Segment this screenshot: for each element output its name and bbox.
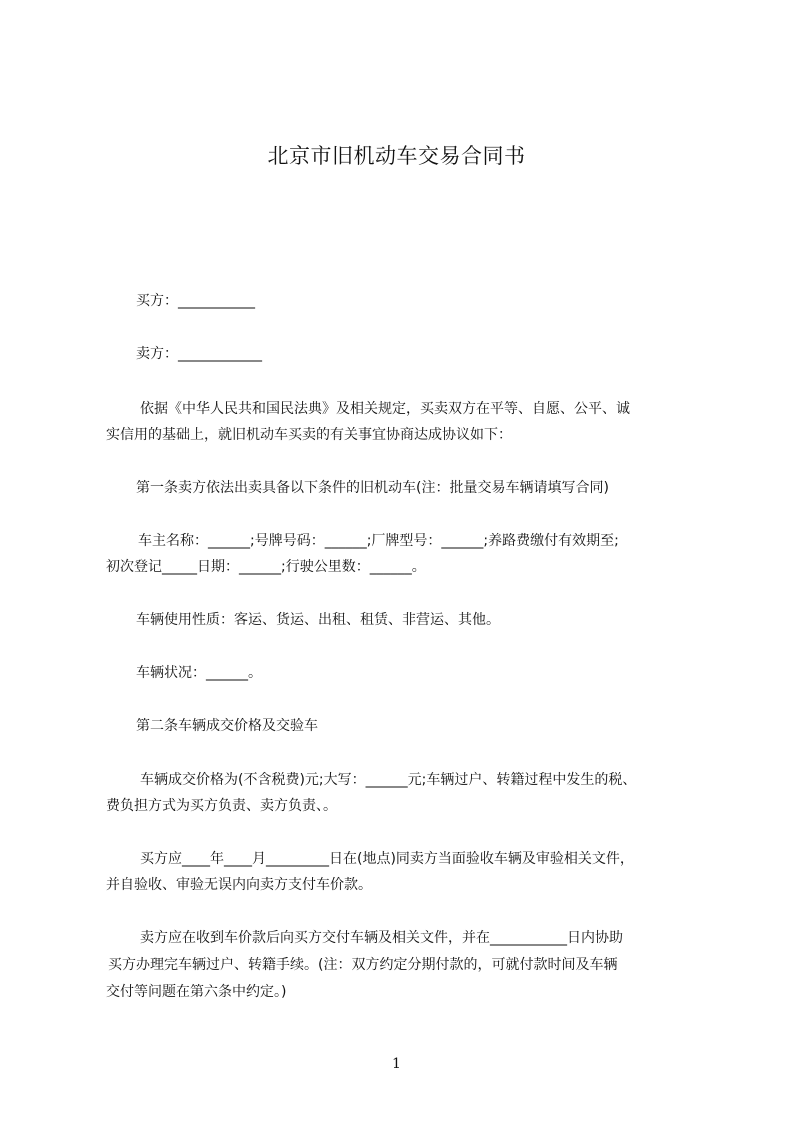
inspection-paragraph-line-2: 并自验收、审验无误内向卖方支付车价款。 — [106, 877, 372, 893]
document-title: 北京市旧机动车交易合同书 — [267, 144, 526, 168]
intro-paragraph-line-2: 实信用的基础上，就旧机动车买卖的有关事宜协商达成协议如下： — [106, 427, 512, 443]
vehicle-condition: 车辆状况：______。 — [136, 665, 262, 681]
inspection-paragraph-line-1: 买方应____年____月_________日在(地点)同卖方当面验收车辆及审验相关文件， — [140, 851, 634, 867]
article-1-title: 第一条卖方依法出卖具备以下条件的旧机动车(注：批量交易车辆请填写合同) — [136, 480, 609, 496]
seller-line: 卖方：____________ — [136, 346, 262, 362]
buyer-line: 买方：___________ — [136, 293, 255, 309]
vehicle-info-line-2: 初次登记_____日期：______;行驶公里数：______。 — [106, 559, 426, 575]
delivery-paragraph-line-2: 买方办理完车辆过户、转籍手续。(注：双方约定分期付款的，可就付款时间及车辆 — [108, 957, 618, 973]
delivery-paragraph-line-3: 交付等问题在第六条中约定。) — [106, 984, 287, 1000]
article-2-title: 第二条车辆成交价格及交验车 — [136, 718, 318, 734]
intro-paragraph-line-1: 依据《中华人民共和国民法典》及相关规定，买卖双方在平等、自愿、公平、诚 — [140, 401, 630, 417]
page-number: 1 — [392, 1056, 401, 1072]
vehicle-usage-nature: 车辆使用性质：客运、货运、出租、租赁、非营运、其他。 — [136, 612, 500, 628]
price-paragraph-line-1: 车辆成交价格为(不含税费)元;大写：______元;车辆过户、转籍过程中发生的税、 — [140, 772, 637, 788]
price-paragraph-line-2: 费负担方式为买方负责、卖方负责、。 — [106, 798, 337, 814]
vehicle-info-line-1: 车主名称：______;号牌号码：______;厂牌型号：______;养路费缴付有效期至; — [138, 533, 619, 549]
delivery-paragraph-line-1: 卖方应在收到车价款后向买方交付车辆及相关文件，并在___________日内协助 — [140, 930, 623, 946]
